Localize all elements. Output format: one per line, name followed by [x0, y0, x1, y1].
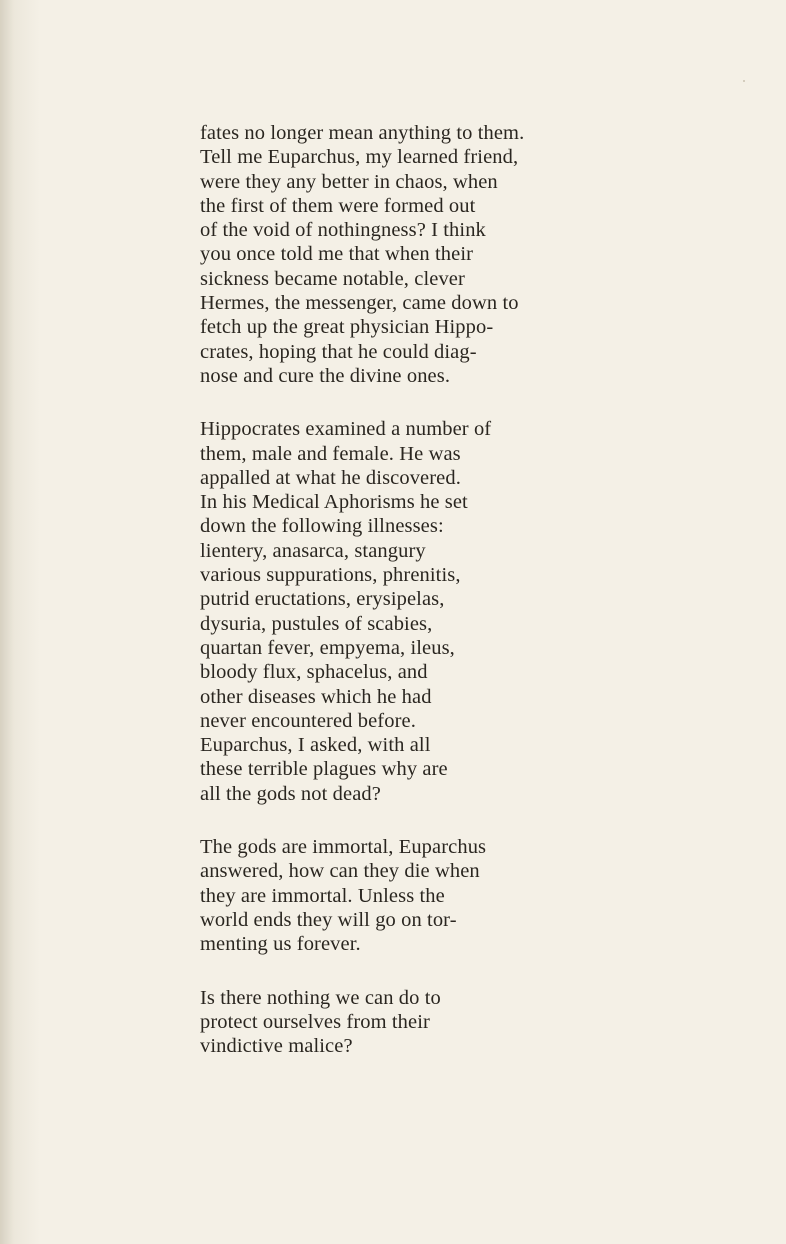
poem-line: down the following illnesses:: [200, 515, 444, 538]
stanza-4: [200, 986, 580, 1059]
poem-line: Is there nothing we can do to: [200, 986, 441, 1009]
poem-line: Hermes, the messenger, came down to: [200, 292, 519, 315]
poem-line: Hippocrates examined a number of: [200, 418, 492, 441]
poem-line: dysuria, pustules of scabies,: [200, 612, 433, 635]
poem-line: appalled at what he discovered.: [200, 466, 461, 489]
poem-line: fates no longer mean anything to them.: [200, 122, 525, 144]
poem-line: protect ourselves from their: [200, 1010, 430, 1033]
stanza-3: [200, 835, 580, 956]
poem-line: menting us forever.: [200, 933, 361, 956]
poem-line: crates, hoping that he could diag-: [200, 340, 477, 363]
poem-line: putrid eructations, erysipelas,: [200, 588, 445, 611]
poem-line: the first of them were formed out: [200, 194, 476, 217]
poem-line: The gods are immortal, Euparchus: [200, 836, 487, 859]
page-speck: [743, 80, 745, 82]
poem-line: world ends they will go on tor-: [200, 908, 457, 931]
stanza-2: [200, 417, 580, 806]
poem-line: Euparchus, I asked, with all: [200, 734, 431, 757]
poem-line: In his Medical Aphorisms he set: [200, 491, 468, 514]
poem-line: they are immortal. Unless the: [200, 884, 445, 907]
poem-line: nose and cure the divine ones.: [200, 364, 451, 387]
poem-line: these terrible plagues why are: [200, 758, 448, 781]
poem-line: lientery, anasarca, stangury: [200, 539, 426, 562]
poem-line: were they any better in chaos, when: [200, 170, 498, 193]
poem-line: fetch up the great physician Hippo-: [200, 316, 494, 339]
poem-line: Tell me Euparchus, my learned friend,: [200, 146, 519, 169]
poem-line: various suppurations, phrenitis,: [200, 564, 461, 587]
poem-line: answered, how can they die when: [200, 860, 480, 883]
poem-line: never encountered before.: [200, 709, 416, 732]
poem-line: them, male and female. He was: [200, 442, 461, 465]
poem-line: sickness became notable, clever: [200, 267, 465, 290]
poem-text: [200, 121, 580, 1087]
poem-line: you once told me that when their: [200, 243, 474, 266]
poem-line: other diseases which he had: [200, 685, 432, 708]
poem-line: quartan fever, empyema, ileus,: [200, 636, 455, 659]
poem-line: of the void of nothingness? I think: [200, 219, 486, 242]
poem-line: all the gods not dead?: [200, 782, 381, 805]
stanza-1: [200, 121, 580, 388]
poem-line: bloody flux, sphacelus, and: [200, 661, 428, 684]
poem-line: vindictive malice?: [200, 1035, 353, 1058]
